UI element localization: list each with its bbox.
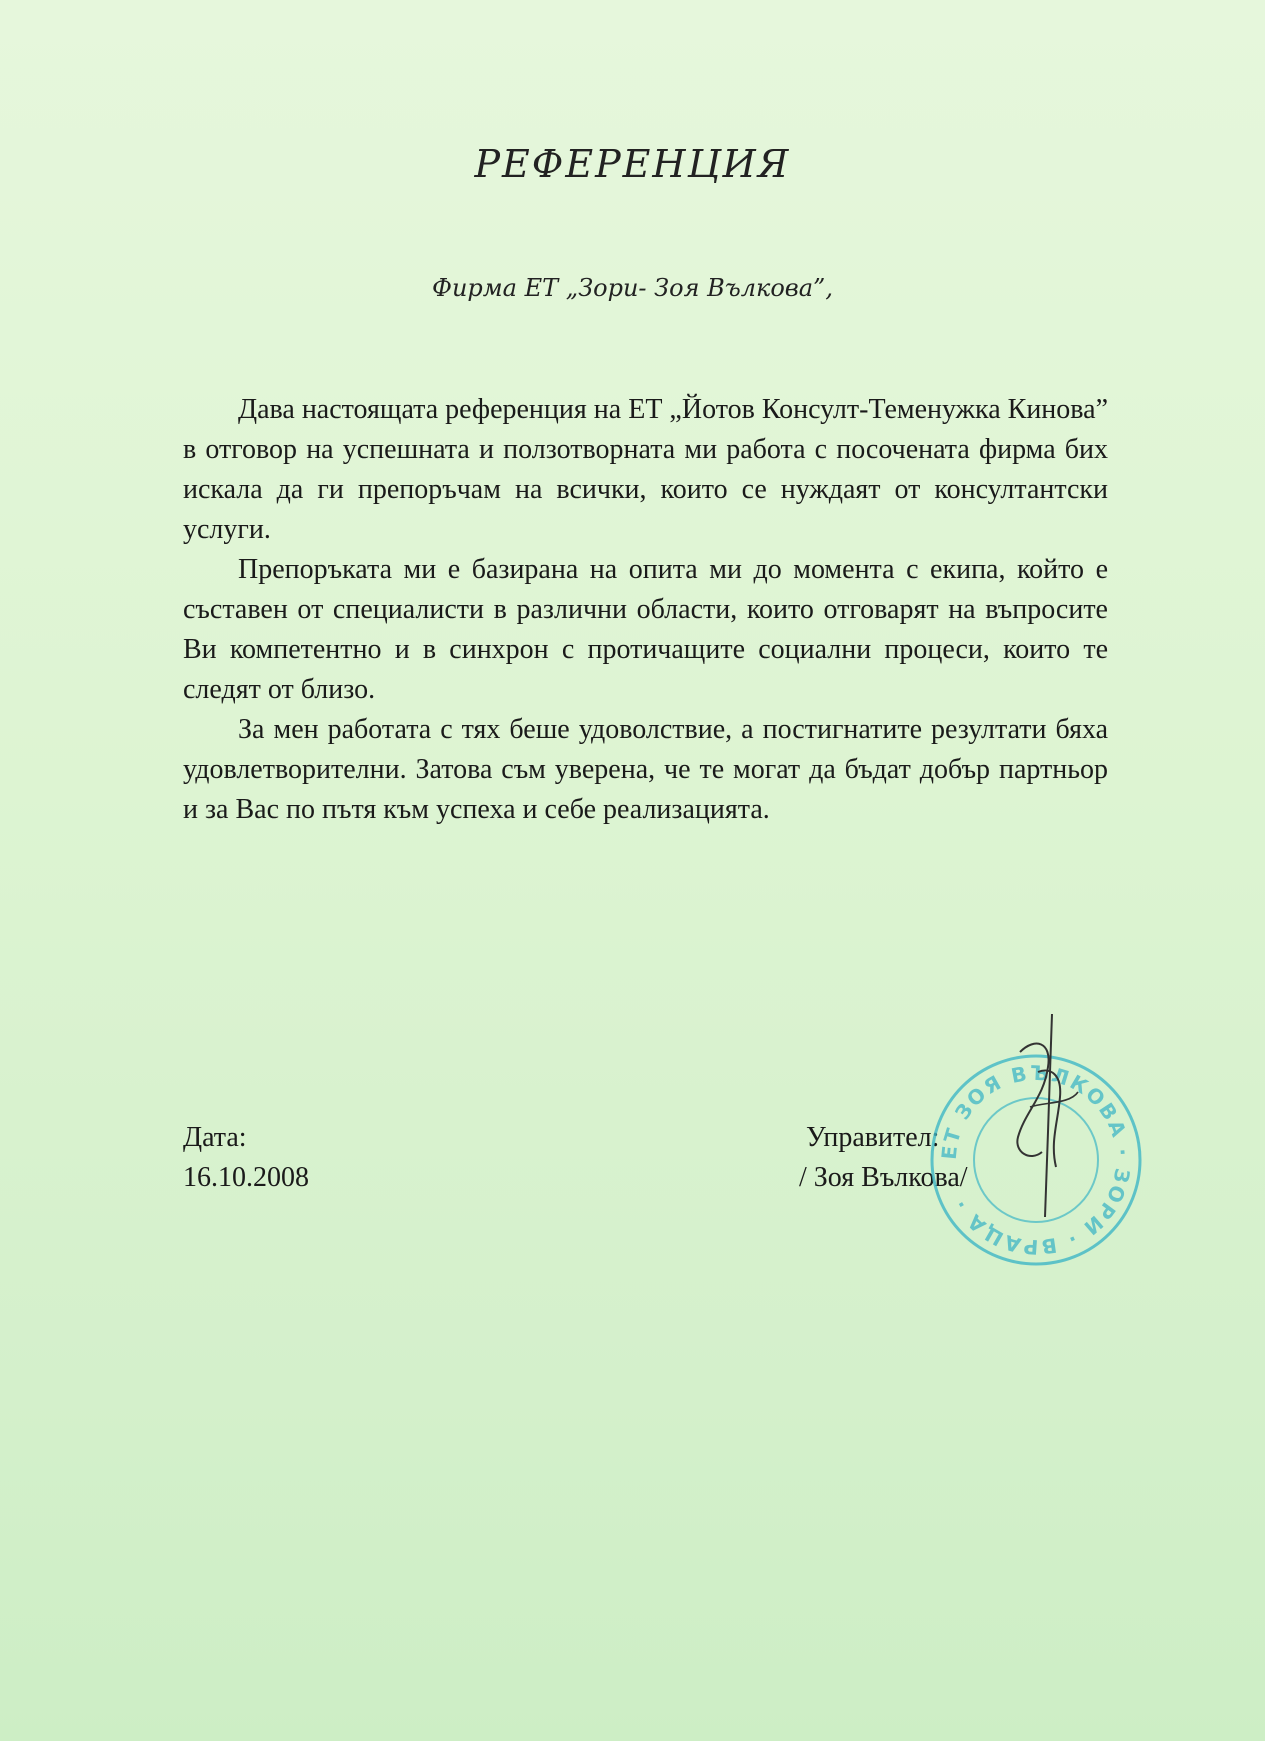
- document-title: РЕФЕРЕНЦИЯ: [474, 142, 791, 186]
- date-value: 16.10.2008: [183, 1162, 309, 1193]
- manager-label: Управител:: [806, 1122, 940, 1153]
- stamp-text: ЕТ ЗОЯ ВЪЛКОВА · ЗОРИ · ВРАЦА ·: [936, 1060, 1136, 1260]
- handwritten-signature: [990, 1012, 1100, 1222]
- date-block: [183, 1118, 309, 1198]
- letter-body: [183, 390, 1108, 830]
- paragraph-2: Препоръката ми е базирана на опита ми до момента с екипа, който е съставен от специалисти в различни области, които отговарят на въпросите Ви компетентно и в синхрон с протичащите социални процеси, които те следят от близо.: [183, 554, 1108, 705]
- paragraph-3: За мен работата с тях беше удоволствие, а постигнатите резултати бяха удовлетворителни. Затова съм уверена, че те могат да бъдат добър партньор и за Вас по пътя към успеха и себе реализацията.: [183, 714, 1108, 825]
- manager-name: / Зоя Вълкова/: [799, 1162, 968, 1193]
- issuing-firm: Фирма ЕТ „Зори- Зоя Вълкова”,: [432, 274, 833, 302]
- date-label: Дата:: [183, 1122, 247, 1153]
- paragraph-1: Дава настоящата референция на ЕТ „Йотов Консулт-Теменужка Кинова” в отговор на успешната и ползотворната ми работа с посочената фирма бих искала да ги препоръчам на всички, които се нуждаят от консултантски услуги.: [183, 394, 1108, 545]
